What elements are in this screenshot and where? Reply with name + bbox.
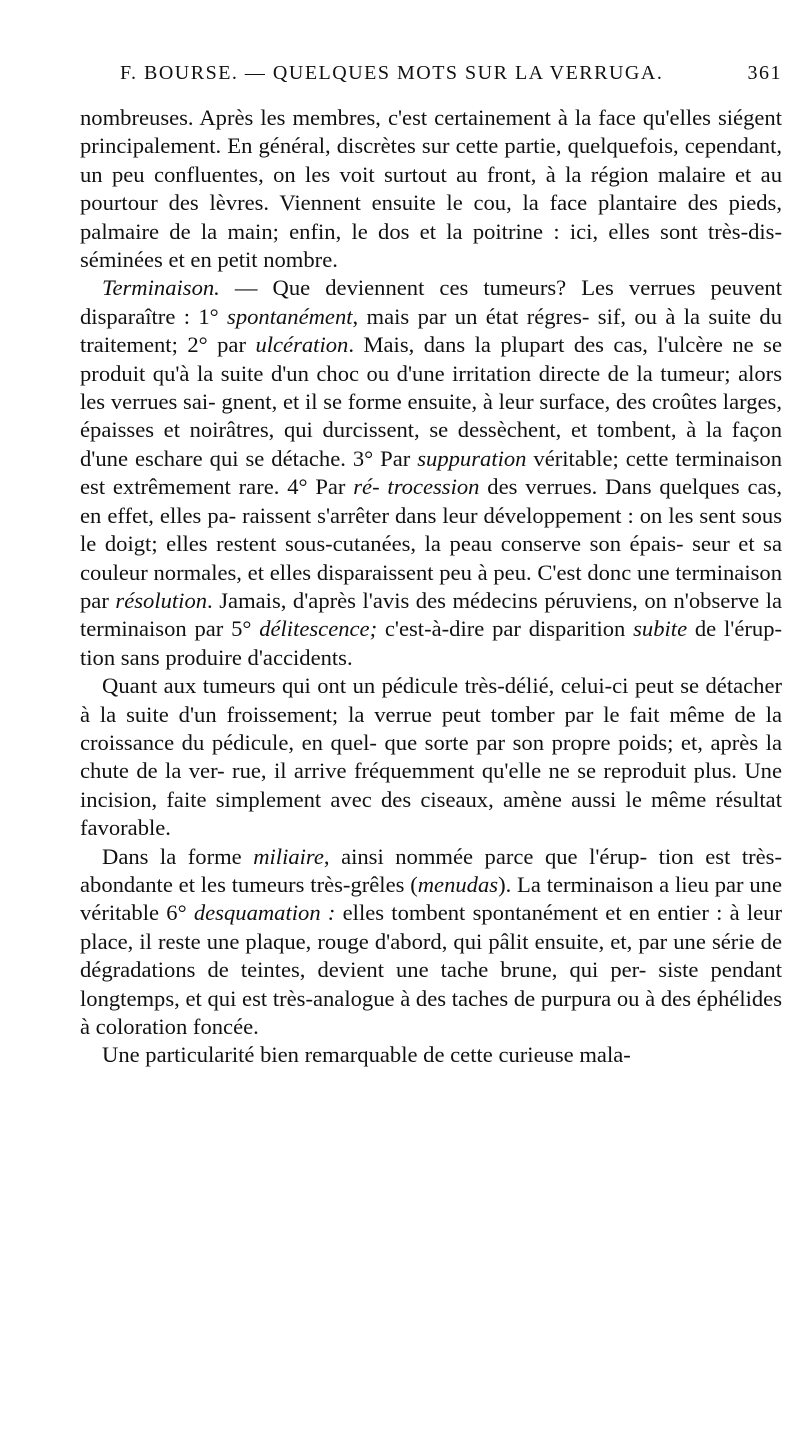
text-run: . Jamais, d'après l'avis des médecins péruviens, on n'observe la terminaison par 5° [80,587,782,642]
page-number: 361 [747,62,782,84]
text-run: nombreuses. Après les membres, c'est certainement à la face qu'elles siégent principalement. En général, discrètes sur cette partie, quelquefois, cependant, un peu confluentes, on les voit surtout au front, à la région malaire et au pourtour des lèvres. Viennent ensuite le cou, la face plantaire des pieds, palmaire de la main; enfin, le dos et la poitrine : ici, elles sont très-dis- séminées et en petit nombre. [80,105,782,273]
running-title: F. BOURSE. — QUELQUES MOTS SUR LA VERRUGA. [120,62,664,84]
italic-run: délitescence; [259,616,378,642]
paragraph [80,843,782,1042]
text-run: des verrues. Dans quelques cas, en effet, elles pa- raissent s'arrêter dans leur développement : on les sent sous le doigt; elles restent sous-cutanées, la peau conserve son épais- seur et sa couleur normales, et elles disparaissent peu à peu. C'est donc une terminaison par [80,474,782,613]
italic-run: subite [633,616,688,642]
paragraph [80,274,782,672]
italic-run: spontanément [227,303,353,329]
paragraph [80,1041,782,1069]
text-run: elles tombent spontanément et en entier : à leur place, il reste une plaque, rouge d'abord, qui pâlit ensuite, et, par une série de dégradations de teintes, devient une tache brune, qui per- siste pendant longtemps, et qui est très-analogue à des taches de purpura ou à des éphélides à coloration foncée. [80,900,782,1039]
text-run: ). La terminaison a lieu par une véritable 6° [80,871,782,926]
italic-run: suppuration [417,445,527,471]
text-run: , ainsi nommée parce que l'érup- tion est très-abondante et les tumeurs très-grêles ( [80,843,782,897]
text-run: de l'érup- tion sans produire d'accidents. [80,616,783,670]
paragraph [80,104,782,274]
text-run: Une particularité bien remarquable de cette curieuse mala- [102,1042,631,1068]
italic-run: ré- trocession [353,474,480,500]
text-run: , mais par un état régres- sif, ou à la suite du traitement; 2° par [80,303,782,358]
body-text [80,104,782,1070]
italic-run: menudas [417,871,499,897]
text-run: véritable; cette terminaison est extrêmement rare. 4° Par [80,445,782,500]
italic-run: desquamation : [193,900,336,926]
text-run: Quant aux tumeurs qui ont un pédicule très-délié, celui-ci peut se détacher à la suite d'un froissement; la verrue peut tomber par le fait même de la croissance du pédicule, en quel- que sorte par son propre poids; et, après la chute de la ver- rue, il arrive fréquemment qu'elle ne se reproduit plus. Une incision, faite simplement avec des ciseaux, amène aussi le même résultat favorable. [80,673,782,841]
italic-run: résolution [115,587,208,613]
italic-run: Terminaison. [102,275,220,301]
text-run: — Que deviennent ces tumeurs? Les verrues peuvent disparaître : 1° [80,275,782,329]
text-run: . Mais, dans la plupart des cas, l'ulcère ne se produit qu'à la suite d'un choc ou d'une irritation directe de la tumeur; alors les verrues sai- gnent, et il se forme ensuite, à leur surface, des croûtes larges, épaisses et noirâtres, qui durcissent, se dessèchent, et tombent, à la façon d'une eschare qui se détache. 3° Par [80,332,782,471]
paragraph [80,672,782,842]
text-run: Dans la forme [102,843,254,869]
italic-run: ulcération [255,332,349,358]
text-run: c'est-à-dire par disparition [377,616,634,642]
running-head [80,62,782,92]
italic-run: miliaire [253,843,324,869]
